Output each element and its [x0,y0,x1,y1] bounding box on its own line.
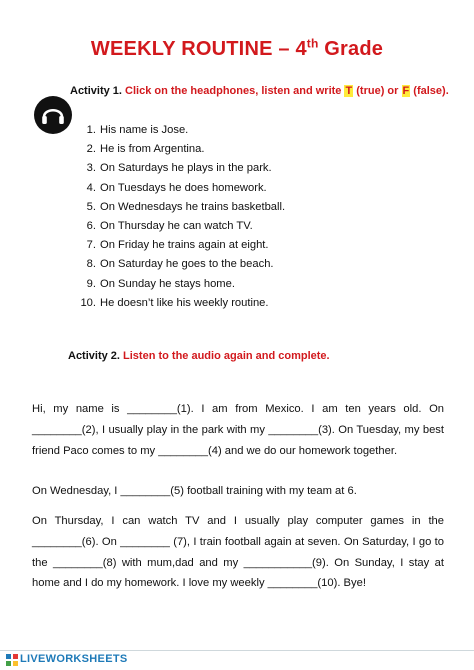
false-text: (false). [413,85,449,97]
statement-item[interactable]: 9. On Sunday he stays home. [86,277,235,290]
activity-2-instruction [68,350,330,362]
activity-2-text: Listen to the audio again and complete. [123,350,330,362]
statement-item[interactable]: 4. On Tuesdays he does homework. [86,181,267,194]
statement-item[interactable]: 5. On Wednesdays he trains basketball. [86,200,286,213]
liveworksheets-logo-icon [6,654,18,666]
activity-1-text: Click on the headphones, listen and write [125,85,342,97]
true-text: (true) or [356,85,399,97]
title-superscript: th [306,36,319,51]
statement-item[interactable]: 6. On Thursday he can watch TV. [86,219,253,232]
statement-item[interactable]: 10. He doesn’t like his weekly routine. [80,296,269,309]
footer-bar [0,650,474,670]
paragraph-3[interactable]: On Thursday, I can watch TV and I usually play computer games in the ________(6). On ________ (7), I train football again at seven. On Saturday, I go to the ________(8) with mum,dad and my ___________(9). On Sunday, I stay at home and I do my homework. I love my weekly ________(10). Bye! [32,515,444,590]
activity-1-label: Activity 1. [70,85,122,97]
statement-item[interactable]: 3. On Saturdays he plays in the park. [86,162,272,175]
statement-item[interactable]: 8. On Saturday he goes to the beach. [86,258,274,271]
true-letter: T [345,85,353,97]
title-main: WEEKLY ROUTINE – 4 [90,38,307,60]
paragraph-2[interactable]: On Wednesday, I ________(5) football training with my team at 6. [32,485,357,497]
statement-item[interactable]: 1. His name is Jose. [86,124,189,136]
worksheet-title [0,38,474,61]
statement-item[interactable]: 2. He is from Argentina. [86,143,205,156]
activity-2-label: Activity 2. [68,350,120,362]
false-letter: F [402,85,410,97]
footer-brand[interactable]: LIVEWORKSHEETS [20,653,128,665]
title-tail: Grade [318,38,384,60]
activity-1-instruction [70,85,470,97]
headphones-icon [34,96,72,134]
statement-item[interactable]: 7. On Friday he trains again at eight. [86,239,269,252]
headphones-button[interactable] [34,96,72,134]
paragraph-1[interactable]: Hi, my name is ________(1). I am from Mexico. I am ten years old. On ________(2), I usually play in the park with my ________(3). On Tuesday, my best friend Paco comes to my ________(4) and we do our homework together. [32,403,444,457]
statement-list [72,121,285,313]
